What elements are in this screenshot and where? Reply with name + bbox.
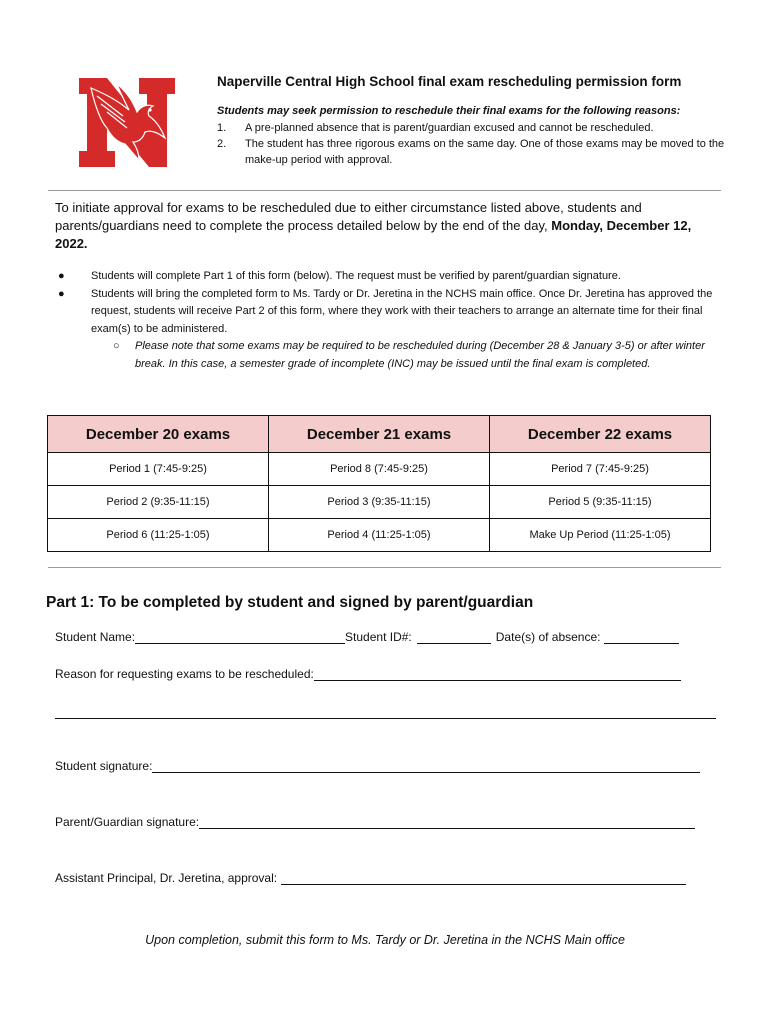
circle-bullet-icon: ○ (113, 340, 120, 352)
step-text: Students will complete Part 1 of this form (below). The request must be verified by parent/guardian signature. (91, 270, 621, 282)
student-name-label: Student Name: (55, 630, 136, 644)
student-id-field[interactable] (417, 630, 491, 644)
table-cell: Make Up Period (11:25-1:05) (490, 519, 711, 552)
step-text: Students will bring the completed form to Ms. Tardy or Dr. Jeretina in the NCHS main office. Once Dr. Jeretina has approved the request, students will receive Part 2 of this form, where they work with their teachers to arrange an alternate time for their final exam(s) to be administered. (91, 287, 713, 335)
student-signature-label: Student signature: (55, 759, 153, 773)
dates-of-absence-field[interactable] (604, 630, 679, 644)
table-row (48, 453, 711, 486)
table-cell: Period 8 (7:45-9:25) (269, 453, 490, 486)
part1-title: Part 1: To be completed by student and signed by parent/guardian (46, 594, 534, 611)
student-id-label: Student ID#: (345, 630, 412, 644)
student-name-field[interactable] (135, 630, 345, 644)
reason-label: Reason for requesting exams to be rescheduled: (55, 667, 314, 681)
list-number: 2. (217, 138, 227, 150)
table-cell: Period 2 (9:35-11:15) (48, 486, 269, 519)
list-item (55, 268, 720, 286)
table-header-row (48, 416, 711, 453)
note-text: Please note that some exams may be required to be rescheduled during (December 28 & January 3-5) or after winter break. In this case, a semester grade of incomplete (INC) may be issued until the final exam is completed. (135, 340, 705, 370)
table-cell: Period 7 (7:45-9:25) (490, 453, 711, 486)
table-cell: Period 6 (11:25-1:05) (48, 519, 269, 552)
list-text: A pre-planned absence that is parent/guardian excused and cannot be rescheduled. (245, 122, 654, 134)
note-item (55, 338, 720, 373)
header-block (217, 74, 727, 168)
column-header: December 21 exams (269, 416, 490, 453)
parent-signature-label: Parent/Guardian signature: (55, 815, 200, 829)
list-text: The student has three rigorous exams on the same day. One of those exams may be moved to the make-up period with approval. (245, 138, 725, 166)
student-info-row (55, 630, 679, 644)
table-row (48, 519, 711, 552)
form-title: Naperville Central High School final exam rescheduling permission form (217, 74, 682, 89)
student-signature-row (55, 759, 700, 773)
list-item (217, 120, 727, 136)
column-header: December 20 exams (48, 416, 269, 453)
dates-label: Date(s) of absence: (495, 630, 601, 644)
list-number: 1. (217, 122, 227, 134)
table-cell: Period 1 (7:45-9:25) (48, 453, 269, 486)
steps-list (55, 268, 720, 373)
bullet-icon: ● (58, 287, 65, 300)
reason-row (55, 667, 681, 681)
list-item (217, 136, 727, 168)
approval-signature-field[interactable] (281, 871, 686, 885)
footer-instruction: Upon completion, submit this form to Ms. Tardy or Dr. Jeretina in the NCHS Main office (145, 933, 625, 947)
nchs-redhawk-logo-icon (77, 76, 177, 169)
approval-label: Assistant Principal, Dr. Jeretina, approval: (55, 871, 278, 885)
reason-row-2 (55, 705, 716, 719)
list-item (55, 286, 720, 339)
table-cell: Period 3 (9:35-11:15) (269, 486, 490, 519)
intro-paragraph (55, 199, 720, 253)
table-row (48, 486, 711, 519)
deadline: Monday, December 12, 2022. (55, 218, 692, 251)
exam-schedule-table (47, 415, 711, 552)
parent-signature-field[interactable] (199, 815, 695, 829)
table-cell: Period 4 (11:25-1:05) (269, 519, 490, 552)
divider (48, 567, 721, 568)
approval-row (55, 871, 686, 885)
bullet-icon: ● (58, 270, 65, 282)
reason-field[interactable] (314, 667, 681, 681)
reason-field-line-2[interactable] (55, 705, 716, 719)
student-signature-field[interactable] (152, 759, 700, 773)
parent-signature-row (55, 815, 695, 829)
reasons-list (217, 120, 727, 168)
intro-text: To initiate approval for exams to be rescheduled due to either circumstance listed above, students and parents/guardians need to complete the process detailed below by the end of the day, (55, 200, 642, 233)
divider (48, 190, 721, 191)
reasons-heading: Students may seek permission to reschedule their final exams for the following reasons: (217, 105, 681, 117)
table-cell: Period 5 (9:35-11:15) (490, 486, 711, 519)
column-header: December 22 exams (490, 416, 711, 453)
